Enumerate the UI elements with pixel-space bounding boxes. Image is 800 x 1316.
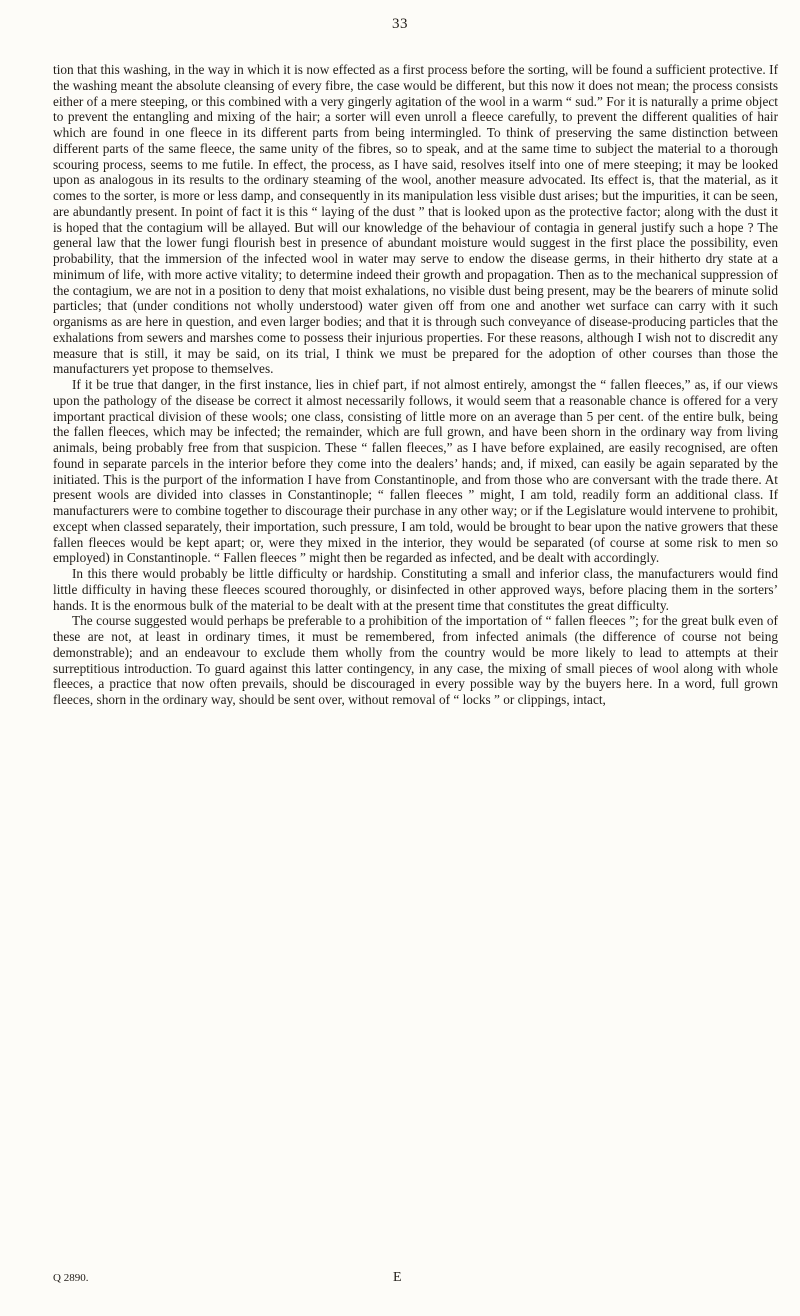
page-footer <box>53 1272 778 1288</box>
paragraph-4: The course suggested would perhaps be preferable to a prohibition of the importation of “ fallen fleeces ”; for the great bulk even of these are not, at least in ordinary times, it must be remembered, from infected animals (the difference of course not being demonstrable); and an endeavour to exclude them wholly from the country would be more likely to lead to attempts at their surreptitious introduction. To guard against this latter contingency, in any case, the mixing of small pieces of wool along with whole fleeces, a practice that now often prevails, should be discouraged in every possible way by the buyers here. In a word, full grown fleeces, shorn in the ordinary way, should be sent over, without removal of “ locks ” or clippings, intact, <box>53 613 778 707</box>
signature-mark: E <box>393 1270 402 1285</box>
printer-reference: Q 2890. <box>53 1272 89 1284</box>
page-number: 33 <box>392 16 408 32</box>
paragraph-1: tion that this washing, in the way in which it is now effected as a first process before the sorting, will be found a sufficient protective. If the washing meant the absolute cleansing of every fibre, the case would be different, but this now it does not mean; the process consists either of a mere steeping, or this combined with a very gingerly agitation of the wool in a warm “ sud.” For it is naturally a prime object to prevent the entangling and mixing of the hair; a sorter will even unroll a fleece carefully, to prevent the different qualities of hair which are found in one fleece in its different parts from being intermingled. To think of preserving the same distinction between different parts of the same fleece, the same unity of the fibres, so to speak, and at the same time to subject the material to a thorough scouring process, seems to me futile. In effect, the process, as I have said, resolves itself into one of mere steeping; it may be looked upon as analogous in its results to the ordinary steaming of the wool, another measure advocated. Its effect is, that the material, as it comes to the sorter, is more or less damp, and consequently in its manipulation less visible dust arises; but the impurities, it can be seen, are abundantly present. In point of fact it is this “ laying of the dust ” that is looked upon as the protective factor; along with the dust it is hoped that the contagium will be allayed. But will our knowledge of the behaviour of contagia in general justify such a hope ? The general law that the lower fungi flourish best in presence of abundant moisture would suggest in the first place the possibility, even probability, that the immersion of the infected wool in water may serve to endow the disease germs, in their hitherto dry state at a minimum of life, with more active vitality; to determine indeed their growth and propagation. Then as to the mechanical suppression of the contagium, we are not in a position to deny that moist exhalations, no visible dust being present, may be the bearers of minute solid particles; that (under conditions not wholly understood) water given off from one and another wet surface can carry with it such organisms as are here in question, and even larger bodies; and that it is through such conveyance of disease-producing particles that the exhalations from sewers and marshes come to possess their injurious properties. For these reasons, although I wish not to discredit any measure that is still, it may be said, on its trial, I think we must be prepared for the adoption of other courses than those the manufacturers yet propose to themselves. <box>53 62 778 377</box>
body-text <box>53 62 778 708</box>
paragraph-3: In this there would probably be little difficulty or hardship. Constituting a small and inferior class, the manufacturers would find little difficulty in having these fleeces scoured thoroughly, or disinfected in other approved ways, before placing them in the sorters’ hands. It is the enormous bulk of the material to be dealt with at the present time that constitutes the great difficulty. <box>53 566 778 613</box>
paragraph-2: If it be true that danger, in the first instance, lies in chief part, if not almost entirely, amongst the “ fallen fleeces,” as, if our views upon the pathology of the disease be correct it almost necessarily follows, it would seem that a reasonable chance is offered for a very important practical division of these wools; one class, consisting of little more on an average than 5 per cent. of the entire bulk, being the fallen fleeces, which may be infected; the remainder, which are full grown, and have been shorn in the ordinary way from living animals, being probably free from that suspicion. These “ fallen fleeces,” as I have before explained, are easily recognised, are often found in separate parcels in the interior before they come into the dealers’ hands; and, if mixed, can easily be again separated by the initiated. This is the purport of the information I have from Constantinople, and from those who are conversant with the trade there. At present wools are divided into classes in Constantinople; “ fallen fleeces ” might, I am told, readily form an additional class. If manufacturers were to combine together to discourage their purchase in any other way; or if the Legislature would intervene to prohibit, except when classed separately, their importation, such pressure, I am told, would be brought to bear upon the native growers that these fallen fleeces would be kept apart; or, were they mixed in the interior, they would be separated (of course at some risk to men so employed) in Constantinople. “ Fallen fleeces ” might then be regarded as infected, and be dealt with accordingly. <box>53 377 778 566</box>
